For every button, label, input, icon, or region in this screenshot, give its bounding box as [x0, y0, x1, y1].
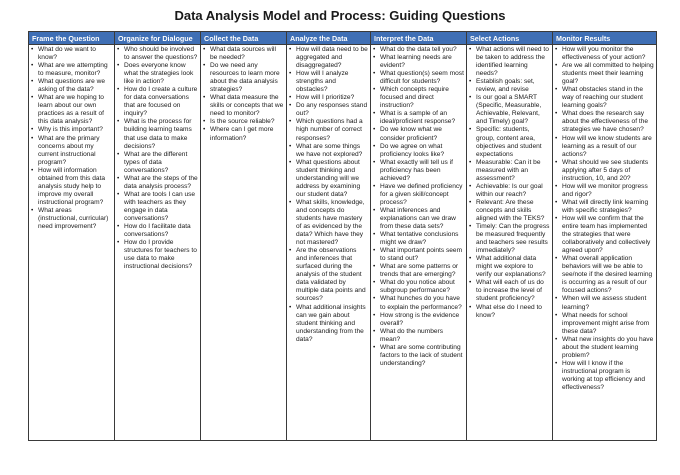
column-cell-interpret-the-data — [371, 45, 467, 441]
question-item: • How will information obtained from this data analysis study help to improve my overall instructional program? — [31, 167, 112, 207]
column-cell-organize-for-dialogue — [115, 45, 201, 441]
column-header-organize-for-dialogue: Organize for Dialogue — [115, 32, 201, 45]
question-item: • What inferences and explanations can we draw from these data sets? — [373, 207, 464, 231]
question-item: • What important points seem to stand out? — [373, 247, 464, 263]
question-item: • How will we monitor progress and rigor? — [555, 183, 654, 199]
question-item: • What will directly link learning with specific strategies? — [555, 199, 654, 215]
question-item: • What new insights do you have about the student learning problem? — [555, 336, 654, 360]
question-list — [289, 46, 368, 344]
question-item: • Do any responses stand out? — [289, 102, 368, 118]
question-list — [555, 46, 654, 392]
question-item: • Where can I get more information? — [203, 126, 284, 142]
question-item: • How strong is the evidence overall? — [373, 312, 464, 328]
column-header-analyze-the-data: Analyze the Data — [287, 32, 371, 45]
column-header-monitor-results: Monitor Results — [553, 32, 657, 45]
question-item: • What is a sample of an ideal/proficient response? — [373, 110, 464, 126]
question-item: • What are tools I can use with teachers as they engage in data conversations? — [117, 191, 198, 223]
question-item: • What overall application behaviors will we be able to see/note if the desired learning is occurring as a result of our focused actions? — [555, 255, 654, 295]
question-item: • What areas (instructional, curricular) need improvement? — [31, 207, 112, 231]
column-cell-collect-the-data — [201, 45, 287, 441]
question-item: • What additional insights can we gain about student thinking and understanding from the data? — [289, 304, 368, 344]
question-item: • Timely: Can the progress be measured frequently and teachers see results immediately? — [469, 223, 550, 255]
column-header-interpret-the-data: Interpret the Data — [371, 32, 467, 45]
question-item: • When will we assess student learning? — [555, 295, 654, 311]
question-item: • What tentative conclusions might we draw? — [373, 231, 464, 247]
question-item: • How will I know if the instructional program is working at top efficiency and effectiveness? — [555, 360, 654, 392]
column-header-select-actions: Select Actions — [467, 32, 553, 45]
question-item: • What are we attempting to measure, monitor? — [31, 62, 112, 78]
question-item: • What else do I need to know? — [469, 304, 550, 320]
question-item: • What data sources will be needed? — [203, 46, 284, 62]
question-item: • Specific: students, group, content area, objectives and student expectations — [469, 126, 550, 158]
question-item: • Are the observations and inferences that surfaced during the analysis of the student data validated by multiple data points and sources? — [289, 247, 368, 303]
question-list — [117, 46, 198, 271]
question-item: • Have we defined proficiency for a given skill/concept process? — [373, 183, 464, 207]
question-item: • What are some contributing factors to the lack of student understanding? — [373, 344, 464, 368]
question-item: • What does the research say about the effectiveness of the strategies we have chosen? — [555, 110, 654, 134]
question-item: • What actions will need to be taken to address the identified learning needs? — [469, 46, 550, 78]
question-item: • How will I prioritize? — [289, 94, 368, 102]
question-list — [203, 46, 284, 143]
question-item: • What questions about student thinking and understanding will we address by examining our student data? — [289, 159, 368, 199]
question-item: • Relevant: Are these concepts and skills aligned with the TEKS? — [469, 199, 550, 223]
question-item: • Measurable: Can it be measured with an assessment? — [469, 159, 550, 183]
question-item: • Why is this important? — [31, 126, 112, 134]
question-item: • How will data need to be aggregated and disaggregated? — [289, 46, 368, 70]
document-title: Data Analysis Model and Process: Guiding Questions — [174, 8, 506, 23]
question-item: • What do the numbers mean? — [373, 328, 464, 344]
header-row — [29, 32, 657, 45]
question-item: • What question(s) seem most difficult for students? — [373, 70, 464, 86]
question-list — [31, 46, 112, 231]
question-item: • Which concepts require focused and direct instruction? — [373, 86, 464, 110]
question-item: • Establish goals: set, review, and revise — [469, 78, 550, 94]
question-item: • What are the primary concerns about my current instructional program? — [31, 135, 112, 167]
question-item: • Are we all committed to helping students meet their learning goal? — [555, 62, 654, 86]
question-item: • Is the source reliable? — [203, 118, 284, 126]
question-item: • What exactly will tell us if proficiency has been achieved? — [373, 159, 464, 183]
question-item: • What do the data tell you? — [373, 46, 464, 54]
question-item: • What questions are we asking of the data? — [31, 78, 112, 94]
question-item: • What obstacles stand in the way of reaching our student learning goals? — [555, 86, 654, 110]
column-cell-select-actions — [467, 45, 553, 441]
questions-row — [29, 45, 657, 441]
question-item: • How will we know students are learning as a result of our actions? — [555, 135, 654, 159]
question-list — [373, 46, 464, 368]
question-item: • What are some patterns or trends that are emerging? — [373, 263, 464, 279]
question-item: • What are some things we have not explored? — [289, 143, 368, 159]
question-item: • Who should be involved to answer the questions? — [117, 46, 198, 62]
question-item: • Do we agree on what proficiency looks like? — [373, 143, 464, 159]
column-cell-frame-the-question — [29, 45, 115, 441]
question-item: • What learning needs are evident? — [373, 54, 464, 70]
question-item: • What do you notice about subgroup performance? — [373, 279, 464, 295]
column-cell-analyze-the-data — [287, 45, 371, 441]
question-item: • What hunches do you have to explain the performance? — [373, 295, 464, 311]
question-item: • What should we see students applying after 5 days of instruction, 10, and 20? — [555, 159, 654, 183]
column-header-collect-the-data: Collect the Data — [201, 32, 287, 45]
question-item: • How do I facilitate data conversations? — [117, 223, 198, 239]
question-item: • What needs for school improvement might arise from these data? — [555, 312, 654, 336]
question-item: • Which questions had a high number of correct responses? — [289, 118, 368, 142]
guiding-questions-table — [28, 31, 657, 441]
question-item: • What are we hoping to learn about our own practices as a result of this data analysis? — [31, 94, 112, 126]
question-item: • What are the steps of the data analysis process? — [117, 175, 198, 191]
question-item: • Does everyone know what the strategies look like in action? — [117, 62, 198, 86]
question-item: • How will we confirm that the entire team has implemented the strategies that were collaboratively and collectively agreed upon? — [555, 215, 654, 255]
question-item: • Achievable: Is our goal within our reach? — [469, 183, 550, 199]
question-item: • Is our goal a SMART (Specific, Measurable, Achievable, Relevant, and Timely) goal? — [469, 94, 550, 126]
question-item: • What is the process for building learning teams that use data to make decisions? — [117, 118, 198, 150]
question-item: • Do we know what we consider proficient? — [373, 126, 464, 142]
question-item: • What data measure the skills or concepts that we need to monitor? — [203, 94, 284, 118]
question-item: • How will I analyze strengths and obstacles? — [289, 70, 368, 94]
question-item: • How do I provide structures for teachers to use data to make instructional decisions? — [117, 239, 198, 271]
question-item: • How will you monitor the effectiveness of your action? — [555, 46, 654, 62]
question-item: • What additional data might we explore to verify our explanations? — [469, 255, 550, 279]
question-item: • What do we want to know? — [31, 46, 112, 62]
column-header-frame-the-question: Frame the Question — [29, 32, 115, 45]
question-item: • How do I create a culture for data conversations that are focused on inquiry? — [117, 86, 198, 118]
question-list — [469, 46, 550, 320]
question-item: • What skills, knowledge, and concepts do students have mastery of as evidenced by the data? Which have they not mastered? — [289, 199, 368, 247]
question-item: • Do we need any resources to learn more about the data analysis strategies? — [203, 62, 284, 94]
column-cell-monitor-results — [553, 45, 657, 441]
question-item: • What will each of us do to increase the level of student proficiency? — [469, 279, 550, 303]
question-item: • What are the different types of data conversations? — [117, 151, 198, 175]
